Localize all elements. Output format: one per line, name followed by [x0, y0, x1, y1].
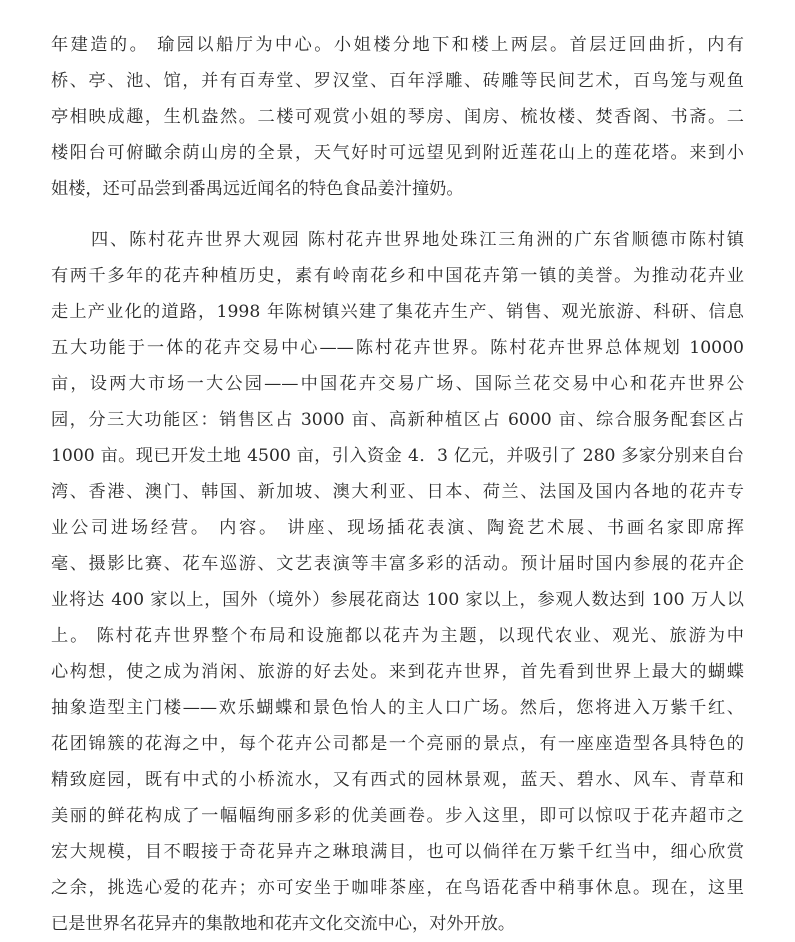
paragraph-2-line-20: 已是世界名花异卉的集散地和花卉文化交流中心，对外开放。 [51, 914, 516, 934]
paragraph-2-line-14: 抽象造型主门楼——欢乐蝴蝶和景色怡人的主人口广场。然后，您将进入万紫千红、 [51, 698, 744, 718]
paragraph-2-line-10: 毫、摄影比赛、花车巡游、文艺表演等丰富多彩的活动。预计届时国内参展的花卉企 [51, 554, 744, 574]
paragraph-2-line-2: 有两千多年的花卉种植历史，素有岭南花乡和中国花卉第一镇的美誉。为推动花卉业 [51, 266, 744, 286]
paragraph-1-line-5: 姐楼，还可品尝到番禺远近闻名的特色食品姜汁撞奶。 [51, 179, 464, 199]
paragraph-2-line-12: 上。 陈村花卉世界整个布局和设施都以花卉为主题，以现代农业、观光、旅游为中 [51, 626, 744, 646]
paragraph-1-line-1: 年建造的。 瑜园以船厅为中心。小姐楼分地下和楼上两层。首层迂回曲折，内有 [51, 35, 744, 55]
paragraph-2-line-3: 走上产业化的道路，1998 年陈树镇兴建了集花卉生产、销售、观光旅游、科研、信息 [51, 302, 744, 322]
paragraph-2-line-7: 1000 亩。现已开发土地 4500 亩，引入资金 4．3 亿元，并吸引了 280 多家分别来自台 [51, 446, 744, 466]
paragraph-2-line-17: 美丽的鲜花构成了一幅幅绚丽多彩的优美画卷。步入这里，即可以惊叹于花卉超市之 [51, 806, 744, 826]
paragraph-1-line-2: 桥、亭、池、馆，并有百寿堂、罗汉堂、百年浮雕、砖雕等民间艺术，百鸟笼与观鱼 [51, 71, 744, 91]
paragraph-2-line-11: 业将达 400 家以上，国外（境外）参展花商达 100 家以上，参观人数达到 100 万人以 [51, 590, 744, 610]
paragraph-2-line-16: 精致庭园，既有中式的小桥流水，又有西式的园林景观，蓝天、碧水、风车、青草和 [51, 770, 744, 790]
paragraph-2-line-1: 四、陈村花卉世界大观园 陈村花卉世界地处珠江三角洲的广东省顺德市陈村镇 [91, 230, 744, 250]
paragraph-2-line-19: 之余，挑选心爱的花卉；亦可安坐于咖啡茶座，在鸟语花香中稍事休息。现在，这里 [51, 878, 744, 898]
paragraph-1-line-4: 楼阳台可俯瞰余荫山房的全景，天气好时可远望见到附近莲花山上的莲花塔。来到小 [51, 143, 744, 163]
paragraph-1-line-3: 亭相映成趣，生机盎然。二楼可观赏小姐的琴房、闺房、梳妆楼、焚香阁、书斋。二 [51, 107, 744, 127]
paragraph-2-line-4: 五大功能于一体的花卉交易中心——陈村花卉世界。陈村花卉世界总体规划 10000 [51, 338, 744, 358]
paragraph-2-line-18: 宏大规模，目不暇接于奇花异卉之琳琅满目，也可以倘徉在万紫千红当中，细心欣赏 [51, 842, 744, 862]
paragraph-2-line-9: 业公司进场经营。 内容。 讲座、现场插花表演、陶瓷艺术展、书画名家即席挥 [51, 518, 744, 538]
paragraph-2-line-5: 亩，设两大市场一大公园——中国花卉交易广场、国际兰花交易中心和花卉世界公 [51, 374, 744, 394]
paragraph-2-line-6: 园，分三大功能区：销售区占 3000 亩、高新种植区占 6000 亩、综合服务配套区占 [51, 410, 744, 430]
paragraph-2-line-13: 心构想，使之成为消闲、旅游的好去处。来到花卉世界，首先看到世界上最大的蝴蝶 [51, 662, 744, 682]
paragraph-2-line-15: 花团锦簇的花海之中，每个花卉公司都是一个亮丽的景点，有一座座造型各具特色的 [51, 734, 744, 754]
paragraph-2-line-8: 湾、香港、澳门、韩国、新加坡、澳大利亚、日本、荷兰、法国及国内各地的花卉专 [51, 482, 744, 502]
